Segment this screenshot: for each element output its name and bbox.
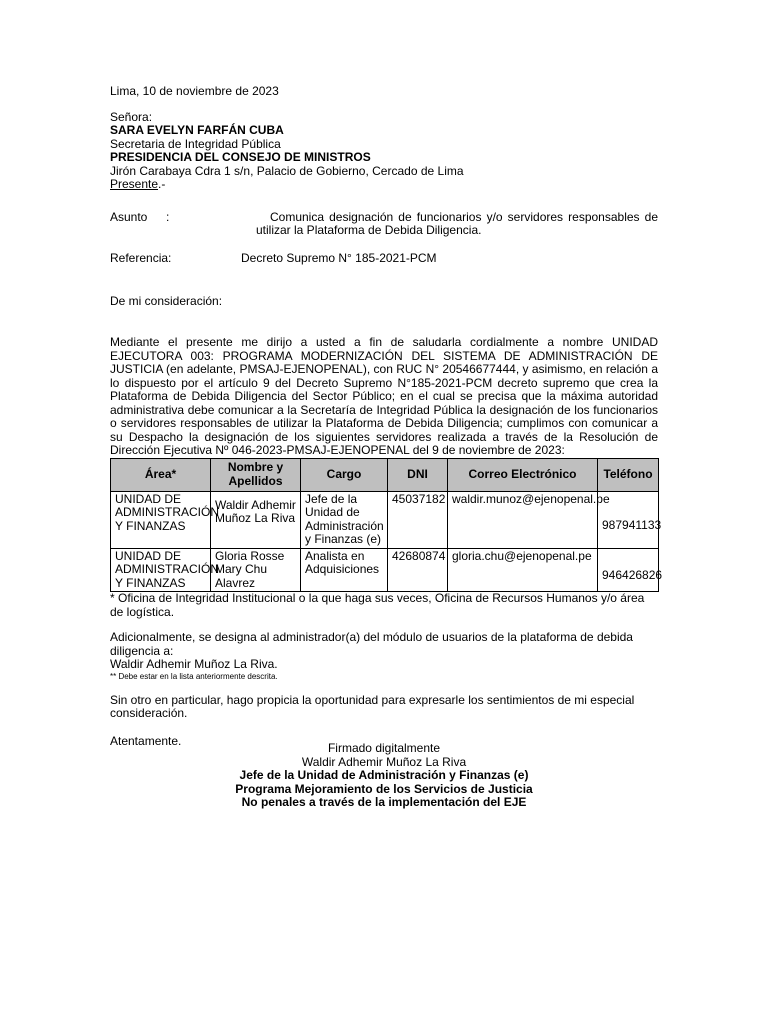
table-row xyxy=(111,548,659,592)
signature-line3: Jefe de la Unidad de Administración y Finanzas (e) xyxy=(239,768,529,782)
cell-correo: gloria.chu@ejenopenal.pe xyxy=(448,548,598,592)
cell-nombre: Gloria Rosse Mary Chu Alavrez xyxy=(211,548,301,592)
cell-telefono xyxy=(598,548,663,592)
asunto-colon: : xyxy=(166,209,170,224)
recipient-title: Secretaria de Integridad Pública xyxy=(110,136,281,151)
header-dni: DNI xyxy=(388,458,448,491)
signature-line2: Waldir Adhemir Muñoz La Riva xyxy=(301,754,467,769)
header-area: Área* xyxy=(111,458,211,491)
letter-body xyxy=(110,84,663,748)
salutation: Señora: xyxy=(110,109,153,124)
referencia-row xyxy=(110,252,658,266)
designation-table xyxy=(110,458,663,593)
cell-cargo: Analista en Adquisiciones xyxy=(301,548,388,592)
header-telefono: Teléfono xyxy=(598,458,659,491)
cell-cargo: Jefe de la Unidad de Administración y Finanzas (e) xyxy=(301,491,388,548)
adicional-line1: Adicionalmente, se designa al administrador(a) del módulo de usuarios de la plataforma de debida diligencia a: xyxy=(110,630,633,658)
presente-suffix: .- xyxy=(158,177,166,191)
signature-block xyxy=(110,742,658,810)
referencia-label: Referencia: xyxy=(110,250,172,265)
closing-text: Sin otro en particular, hago propicia la oportunidad para expresarle los sentimientos de mi especial consideración. xyxy=(110,692,635,720)
table-header-row xyxy=(111,458,659,491)
cell-nombre: Waldir Adhemir Muñoz La Riva xyxy=(211,491,301,548)
atentamente: Atentamente. xyxy=(110,733,182,748)
telefono-value: 987941133 xyxy=(602,517,662,532)
presente xyxy=(110,178,658,192)
presente-word: Presente xyxy=(110,177,159,191)
header-cargo: Cargo xyxy=(301,458,388,491)
recipient-address: Jirón Carabaya Cdra 1 s/n, Palacio de Gobierno, Cercado de Lima xyxy=(110,163,464,178)
letter-date: Lima, 10 de noviembre de 2023 xyxy=(110,84,279,98)
asunto-row xyxy=(110,211,658,239)
cell-area: UNIDAD DE ADMINISTRACIÓN Y FINANZAS xyxy=(111,491,211,548)
table-note: * Oficina de Integridad Institucional o la que haga sus veces, Oficina de Recursos Humanos y/o área de logística. xyxy=(110,591,645,619)
adicional-note: ** Debe estar en la lista anteriormente descrita. xyxy=(110,671,278,681)
signature-line5: No penales a través de la implementación del EJE xyxy=(241,795,527,809)
asunto-label: Asunto xyxy=(110,209,148,224)
cell-dni: 42680874 xyxy=(388,548,448,592)
recipient-name: SARA EVELYN FARFÁN CUBA xyxy=(110,123,284,137)
signature-line4: Programa Mejoramiento de los Servicios de Justicia xyxy=(235,781,533,796)
asunto-text: Comunica designación de funcionarios y/o servidores responsables de utilizar la Plataforma de Debida Diligencia. xyxy=(256,209,658,237)
header-nombre: Nombre y Apellidos xyxy=(211,458,301,491)
referencia-text: Decreto Supremo N° 185-2021-PCM xyxy=(241,250,437,265)
recipient-org: PRESIDENCIA DEL CONSEJO DE MINISTROS xyxy=(110,150,371,164)
table-row xyxy=(111,491,659,548)
adicional-line2: Waldir Adhemir Muñoz La Riva. xyxy=(110,657,278,671)
cell-correo: waldir.munoz@ejenopenal.pe xyxy=(448,491,598,548)
telefono-value: 946426826 xyxy=(602,568,663,582)
cell-area: UNIDAD DE ADMINISTRACIÓN Y FINANZAS xyxy=(111,548,211,592)
body-paragraph: Mediante el presente me dirijo a usted a fin de saludarla cordialmente a nombre UNIDAD EJECUTORA 003: PROGRAMA MODERNIZACIÓN DEL SISTEMA DE ADMINISTRACIÓN DE JUSTICIA (en adelante, PMSAJ-EJENOPENAL), con RUC N° 20546677444, y asimismo, en relación a lo dispuesto por el artículo 9 del Decreto Supremo N°185-2021-PCM decreto supremo que crea la Plataforma de Debida Diligencia del Sector Público; en el cual se precisa que la máxima autoridad administrativa debe comunicar a la Secretaría de Integridad Pública la designación de los funcionarios o servidores responsables de utilizar la Plataforma de Debida Diligencia; cumplimos con comunicar a su Despacho la designación de los siguientes servidores realizada a través de la Resolución de Dirección Ejecutiva Nº 046-2023-PMSAJ-EJENOPENAL del 9 de noviembre de 2023: xyxy=(110,335,658,457)
header-correo: Correo Electrónico xyxy=(448,458,598,491)
cell-dni: 45037182 xyxy=(388,491,448,548)
signature-line1: Firmado digitalmente xyxy=(327,741,441,755)
consideracion: De mi consideración: xyxy=(110,293,223,308)
